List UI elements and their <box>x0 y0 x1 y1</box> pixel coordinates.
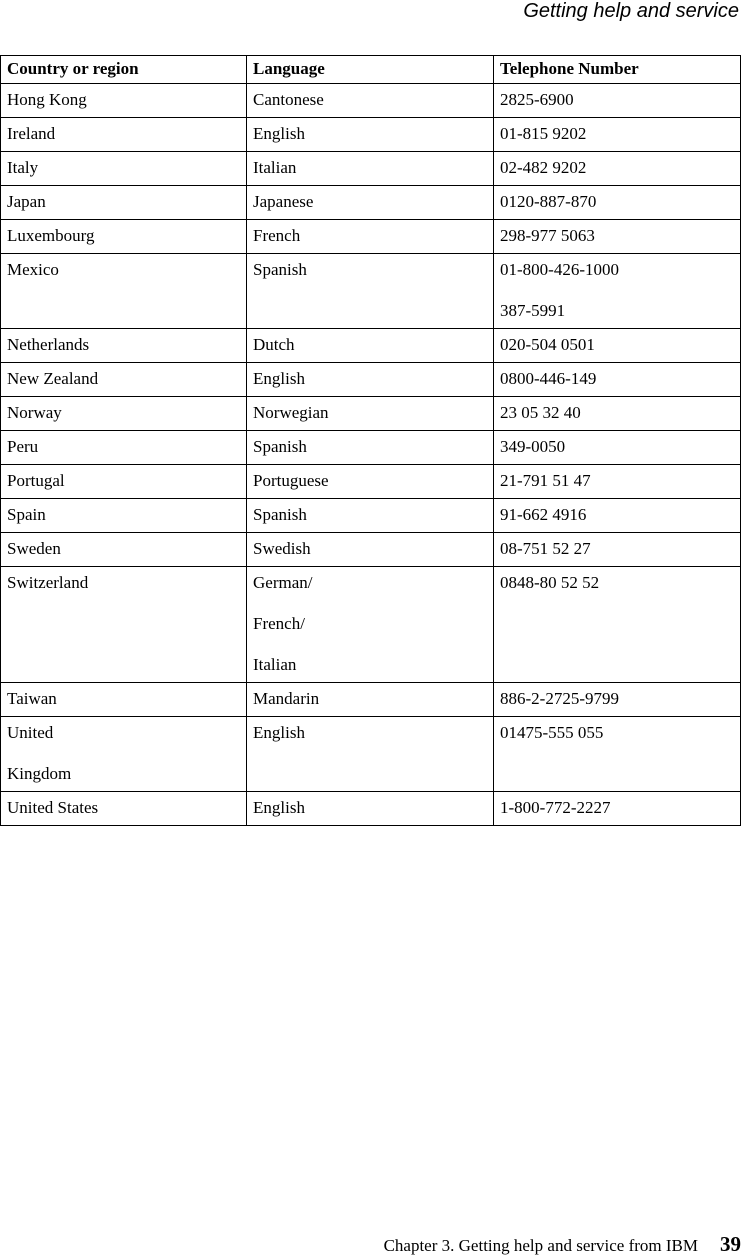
cell-country <box>1 792 247 826</box>
cell-country-line: Netherlands <box>7 335 90 354</box>
page-footer <box>384 1233 741 1257</box>
cell-language-line: German/ <box>253 573 313 592</box>
cell-telephone <box>494 152 741 186</box>
cell-telephone-line: 2825-6900 <box>500 90 574 109</box>
cell-telephone <box>494 254 741 329</box>
cell-country-line: Kingdom <box>7 764 72 783</box>
cell-telephone <box>494 431 741 465</box>
cell-country-line: Hong Kong <box>7 90 87 109</box>
cell-country-line: Portugal <box>7 471 65 490</box>
cell-language-line: Italian <box>253 158 297 177</box>
table-row <box>1 152 741 186</box>
cell-country-line: Japan <box>7 192 46 211</box>
cell-telephone <box>494 533 741 567</box>
cell-country <box>1 465 247 499</box>
cell-telephone-line: 23 05 32 40 <box>500 403 581 422</box>
cell-language <box>247 567 494 683</box>
cell-language-line: Cantonese <box>253 90 324 109</box>
table-row <box>1 683 741 717</box>
cell-language-line: Norwegian <box>253 403 329 422</box>
cell-telephone-line: 01475-555 055 <box>500 723 604 742</box>
cell-telephone-line: 0800-446-149 <box>500 369 597 388</box>
cell-telephone <box>494 397 741 431</box>
cell-telephone-line: 0848-80 52 52 <box>500 573 600 592</box>
cell-country-line: Mexico <box>7 260 59 279</box>
cell-country-line: Luxembourg <box>7 226 95 245</box>
cell-country-line: Peru <box>7 437 39 456</box>
table-row <box>1 254 741 329</box>
cell-telephone <box>494 220 741 254</box>
cell-country <box>1 533 247 567</box>
cell-language-line: Swedish <box>253 539 311 558</box>
cell-telephone-line: 349-0050 <box>500 437 566 456</box>
cell-country <box>1 254 247 329</box>
cell-country-line: Taiwan <box>7 689 57 708</box>
cell-language <box>247 329 494 363</box>
cell-language <box>247 683 494 717</box>
cell-country-line: Switzerland <box>7 573 89 592</box>
cell-language <box>247 465 494 499</box>
cell-language-line: Spanish <box>253 437 307 456</box>
cell-language-line: English <box>253 723 305 742</box>
table-row <box>1 465 741 499</box>
cell-telephone <box>494 84 741 118</box>
cell-country-line: Ireland <box>7 124 56 143</box>
cell-language-line: Dutch <box>253 335 295 354</box>
cell-country-line: Italy <box>7 158 39 177</box>
header-language: Language <box>247 56 494 84</box>
cell-language <box>247 363 494 397</box>
cell-telephone-line: 1-800-772-2227 <box>500 798 611 817</box>
cell-language <box>247 499 494 533</box>
cell-language-line: Japanese <box>253 192 314 211</box>
cell-country <box>1 118 247 152</box>
table-body <box>1 84 741 826</box>
table-row <box>1 717 741 792</box>
cell-country <box>1 363 247 397</box>
cell-language <box>247 254 494 329</box>
cell-language <box>247 152 494 186</box>
table-row <box>1 84 741 118</box>
cell-telephone <box>494 465 741 499</box>
cell-language-line: Spanish <box>253 260 307 279</box>
cell-telephone <box>494 363 741 397</box>
cell-country-line: United <box>7 723 54 742</box>
cell-language <box>247 84 494 118</box>
cell-telephone <box>494 792 741 826</box>
cell-language <box>247 792 494 826</box>
cell-country <box>1 499 247 533</box>
cell-telephone-line: 0120-887-870 <box>500 192 597 211</box>
support-phone-table <box>0 55 741 826</box>
cell-language <box>247 533 494 567</box>
cell-country-line: Norway <box>7 403 62 422</box>
cell-telephone <box>494 717 741 792</box>
table-row <box>1 220 741 254</box>
cell-telephone <box>494 683 741 717</box>
cell-language-line: English <box>253 798 305 817</box>
chapter-title: Chapter 3. Getting help and service from IBM <box>383 1236 698 1255</box>
cell-country <box>1 397 247 431</box>
cell-country <box>1 186 247 220</box>
table-row <box>1 186 741 220</box>
running-head: Getting help and service <box>523 0 739 22</box>
cell-language <box>247 397 494 431</box>
cell-telephone <box>494 567 741 683</box>
cell-language <box>247 186 494 220</box>
cell-telephone-line: 020-504 0501 <box>500 335 595 354</box>
cell-language-line: English <box>253 369 305 388</box>
table-row <box>1 567 741 683</box>
cell-language-line: Portuguese <box>253 471 329 490</box>
cell-country <box>1 84 247 118</box>
cell-telephone-line: 01-815 9202 <box>500 124 587 143</box>
cell-language-line: Spanish <box>253 505 307 524</box>
cell-country-line: Spain <box>7 505 46 524</box>
cell-country <box>1 152 247 186</box>
cell-telephone-line: 298-977 5063 <box>500 226 595 245</box>
table-row <box>1 363 741 397</box>
cell-country <box>1 683 247 717</box>
cell-telephone-line: 91-662 4916 <box>500 505 587 524</box>
cell-telephone <box>494 186 741 220</box>
cell-language-line: Mandarin <box>253 689 320 708</box>
cell-language-line: French/ <box>253 614 305 633</box>
table-row <box>1 397 741 431</box>
cell-telephone-line: 387-5991 <box>500 301 566 320</box>
cell-country-line: New Zealand <box>7 369 99 388</box>
cell-country <box>1 220 247 254</box>
cell-language-line: French <box>253 226 301 245</box>
cell-telephone-line: 08-751 52 27 <box>500 539 591 558</box>
cell-telephone <box>494 499 741 533</box>
table-row <box>1 329 741 363</box>
table-row <box>1 499 741 533</box>
cell-language <box>247 717 494 792</box>
cell-language <box>247 118 494 152</box>
cell-telephone-line: 886-2-2725-9799 <box>500 689 619 708</box>
table-row <box>1 431 741 465</box>
cell-telephone <box>494 329 741 363</box>
cell-country-line: Sweden <box>7 539 61 558</box>
cell-country <box>1 717 247 792</box>
cell-language-line: Italian <box>253 655 297 674</box>
cell-country-line: United States <box>7 798 99 817</box>
cell-language <box>247 220 494 254</box>
table-header-row <box>1 56 741 84</box>
cell-telephone-line: 02-482 9202 <box>500 158 587 177</box>
table-row <box>1 533 741 567</box>
table-row <box>1 792 741 826</box>
header-country: Country or region <box>1 56 247 84</box>
cell-country <box>1 567 247 683</box>
page-number: 39 <box>720 1232 741 1256</box>
cell-telephone-line: 01-800-426-1000 <box>500 260 619 279</box>
table-row <box>1 118 741 152</box>
cell-telephone <box>494 118 741 152</box>
cell-language <box>247 431 494 465</box>
cell-language-line: English <box>253 124 305 143</box>
cell-country <box>1 431 247 465</box>
cell-country <box>1 329 247 363</box>
header-telephone: Telephone Number <box>494 56 741 84</box>
cell-telephone-line: 21-791 51 47 <box>500 471 591 490</box>
